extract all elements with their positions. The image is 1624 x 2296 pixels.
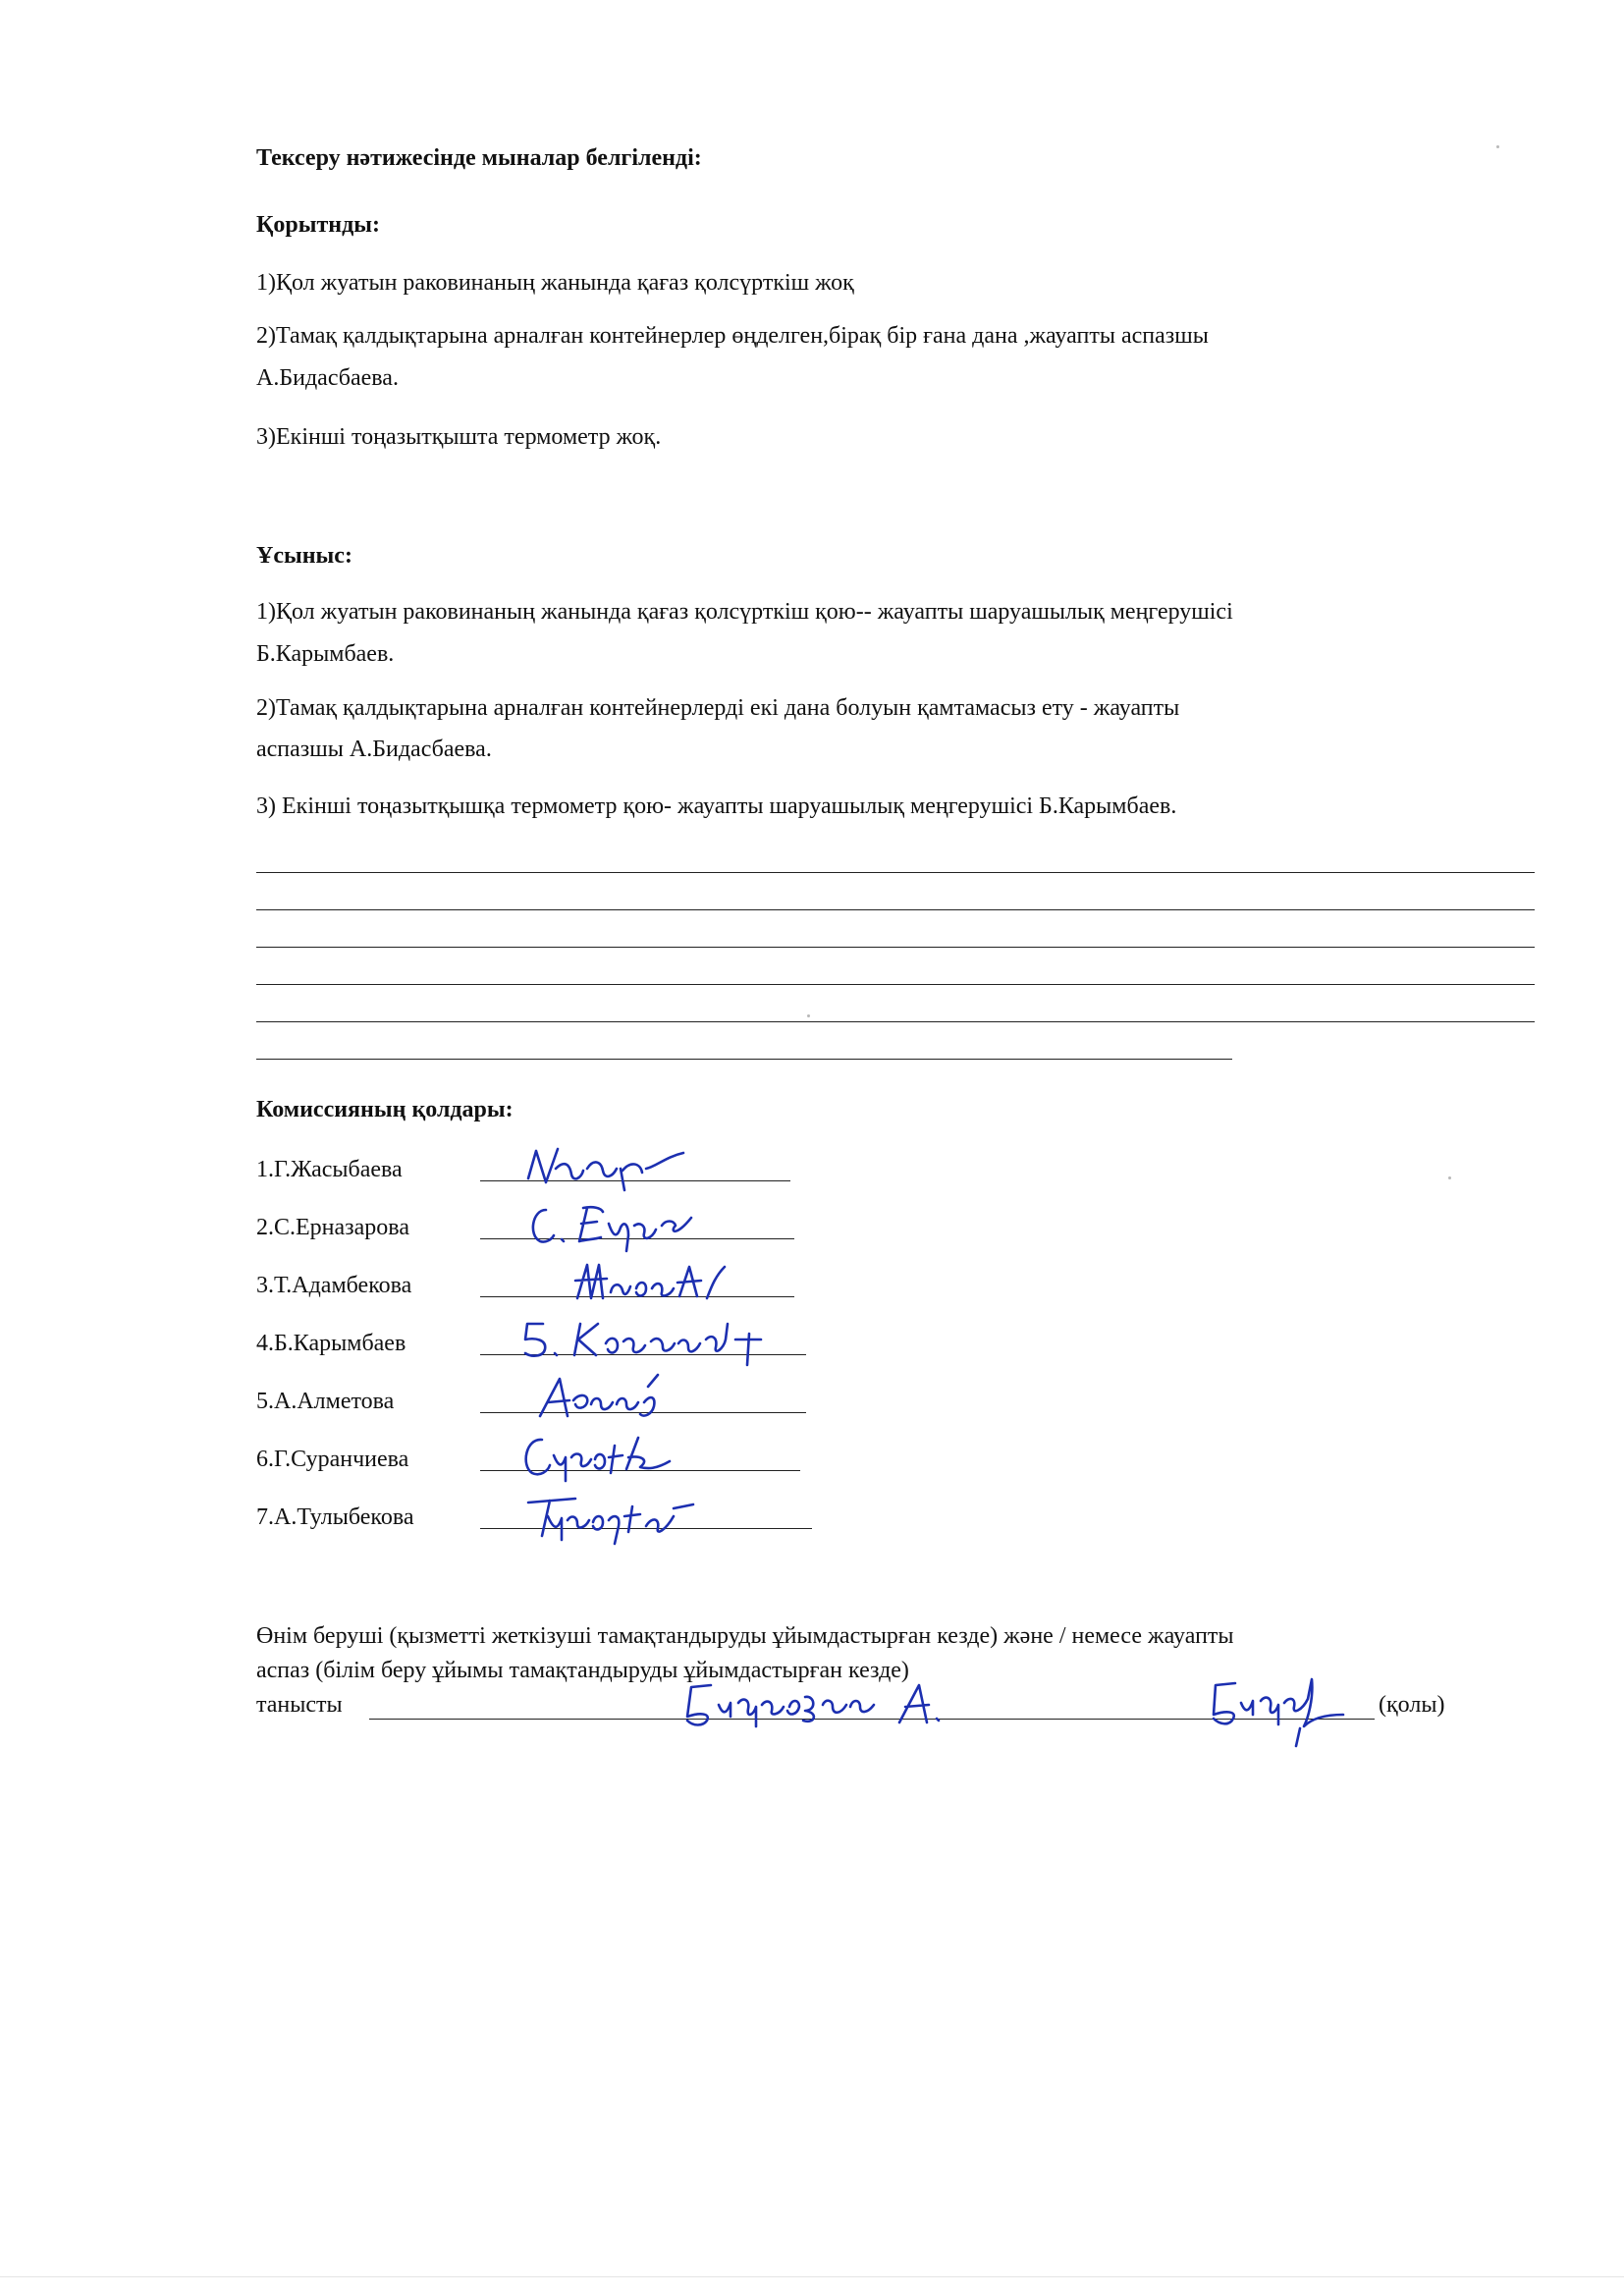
conclusion-item-2: 2)Тамақ қалдықтарына арналған контейнерлер өңделген,бірақ бір ғана дана ,жауапты аспазшы: [256, 323, 1209, 349]
blank-line: [256, 1021, 1535, 1022]
provider-line-2: аспаз (білім беру ұйымы тамақтандыруды ұйымдастырған кезде): [256, 1658, 909, 1683]
member-name: 6.Г.Суранчиева: [256, 1447, 409, 1472]
conclusion-item-3: 3)Екінші тоңазытқышта термометр жоқ.: [256, 424, 662, 450]
member-name: 3.Т.Адамбекова: [256, 1273, 412, 1298]
signature-graphic: [513, 1426, 689, 1489]
recommendation-heading: Ұсыныс:: [256, 543, 352, 569]
page-bottom-edge: [0, 2276, 1624, 2277]
member-name: 4.Б.Карымбаев: [256, 1331, 406, 1356]
scan-speck: [1496, 145, 1499, 148]
blank-line: [256, 909, 1535, 910]
signature-graphic: [568, 1253, 754, 1314]
signature-graphic: [520, 1487, 736, 1548]
provider-line-1: Өнім беруші (қызметті жеткізуші тамақтандыруды ұйымдастырған кезде) және / немесе жауапты: [256, 1623, 1234, 1649]
blank-line: [256, 947, 1535, 948]
member-name: 2.С.Ерназарова: [256, 1215, 409, 1240]
handwritten-name-graphic: [677, 1671, 1001, 1734]
signature-label: (қолы): [1379, 1692, 1445, 1718]
member-name: 7.А.Тулыбекова: [256, 1504, 414, 1530]
member-name: 1.Г.Жасыбаева: [256, 1157, 403, 1182]
findings-heading: Тексеру нәтижесінде мыналар белгіленді:: [256, 145, 702, 171]
signature-graphic: [518, 1139, 705, 1198]
commission-heading: Комиссияның қолдары:: [256, 1097, 514, 1122]
recommendation-item-2-cont: аспазшы А.Бидасбаева.: [256, 737, 492, 762]
signature-graphic: [530, 1367, 687, 1430]
scan-speck: [807, 1014, 810, 1017]
blank-line: [256, 872, 1535, 873]
scan-speck: [1448, 1176, 1451, 1179]
recommendation-item-3: 3) Екінші тоңазытқышқа термометр қою- жауапты шаруашылық меңгерушісі Б.Карымбаев.: [256, 793, 1177, 819]
signature-graphic: [518, 1196, 715, 1255]
blank-line: [256, 1059, 1232, 1060]
conclusion-item-1: 1)Қол жуатын раковинаның жанында қағаз қолсүрткіш жоқ: [256, 270, 854, 296]
recommendation-item-1: 1)Қол жуатын раковинаның жанында қағаз қолсүрткіш қою-- жауапты шаруашылық меңгерушісі: [256, 599, 1233, 625]
conclusion-item-2-cont: А.Бидасбаева.: [256, 365, 399, 391]
provider-signature-graphic: [1206, 1669, 1353, 1752]
recommendation-item-1-cont: Б.Карымбаев.: [256, 641, 395, 667]
blank-line: [256, 984, 1535, 985]
recommendation-item-2: 2)Тамақ қалдықтарына арналған контейнерлерді екі дана болуын қамтамасыз ету - жауапты: [256, 695, 1180, 721]
acquainted-label: таныcты: [256, 1692, 343, 1718]
member-name: 5.А.Алметова: [256, 1389, 395, 1414]
signature-graphic: [515, 1310, 810, 1371]
conclusion-heading: Қорытнды:: [256, 212, 380, 238]
